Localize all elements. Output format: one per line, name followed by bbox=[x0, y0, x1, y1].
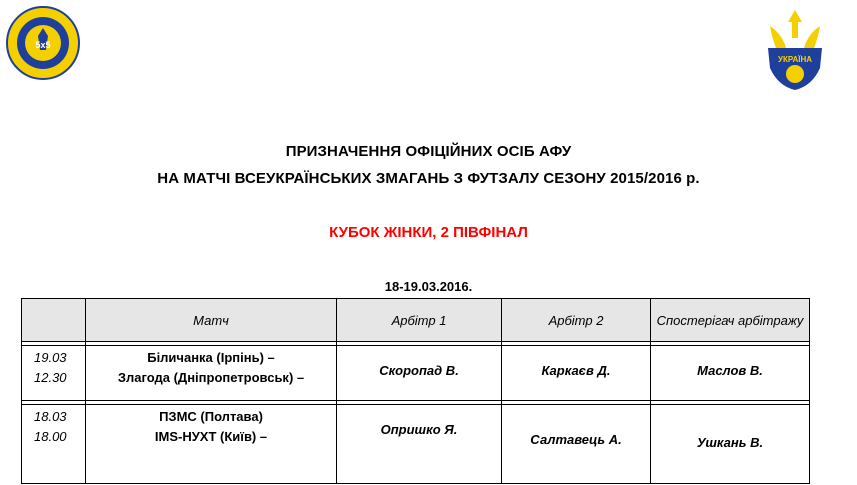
observer-name: Маслов В. bbox=[697, 363, 763, 378]
match-cell bbox=[86, 405, 337, 484]
document-title-line2: НА МАТЧІ ВСЕУКРАЇНСЬКИХ ЗМАГАНЬ З ФУТЗАЛУ СЕЗОНУ 2015/2016 р. bbox=[157, 170, 700, 187]
match-time: 12.30 bbox=[34, 370, 67, 385]
col-header-match: Матч bbox=[86, 299, 337, 342]
match-date: 18.03 bbox=[34, 409, 67, 424]
referee1-name: Опришко Я. bbox=[380, 422, 458, 437]
col-header-datetime bbox=[22, 299, 86, 342]
team-home: Біличанка (Ірпінь) – bbox=[147, 350, 275, 365]
referee1-cell bbox=[337, 405, 502, 484]
col-header-referee1: Арбітр 1 bbox=[337, 299, 502, 342]
team-home: ПЗМС (Полтава) bbox=[159, 409, 263, 424]
svg-text:УКРАЇНА: УКРАЇНА bbox=[777, 55, 813, 64]
team-away: Злагода (Дніпропетровськ) – bbox=[117, 370, 305, 385]
datetime-cell bbox=[22, 346, 86, 401]
competition-subtitle: КУБОК ЖІНКИ, 2 ПІВФІНАЛ bbox=[329, 224, 528, 241]
team-away: IMS-НУХТ (Київ) – bbox=[154, 429, 268, 444]
observer-cell bbox=[651, 405, 810, 484]
datetime-cell bbox=[22, 405, 86, 484]
document-title: ПРИЗНАЧЕННЯ ОФІЦІЙНИХ ОСІБ АФУ bbox=[285, 143, 572, 160]
futsal-association-logo bbox=[6, 6, 80, 80]
event-dates: 18-19.03.2016. bbox=[384, 279, 473, 294]
table-row bbox=[22, 405, 810, 484]
col-header-observer: Спостерігач арбітражу bbox=[651, 299, 810, 342]
match-time: 18.00 bbox=[34, 429, 67, 444]
match-cell bbox=[86, 346, 337, 401]
col-header-referee2: Арбітр 2 bbox=[502, 299, 651, 342]
referee1-cell bbox=[337, 346, 502, 401]
referee1-name: Скоропад В. bbox=[379, 363, 459, 378]
referee2-cell bbox=[502, 405, 651, 484]
referee2-name: Салтавець А. bbox=[530, 432, 622, 447]
referee2-cell bbox=[502, 346, 651, 401]
ukraine-federation-logo bbox=[762, 8, 828, 92]
observer-cell bbox=[651, 346, 810, 401]
svg-text:5x5: 5x5 bbox=[35, 40, 51, 50]
table-header-row bbox=[22, 299, 810, 342]
assignments-table bbox=[21, 298, 810, 484]
table-row bbox=[22, 346, 810, 401]
observer-name: Ушкань В. bbox=[696, 435, 764, 450]
referee2-name: Каркаєв Д. bbox=[541, 363, 611, 378]
match-date: 19.03 bbox=[34, 350, 67, 365]
